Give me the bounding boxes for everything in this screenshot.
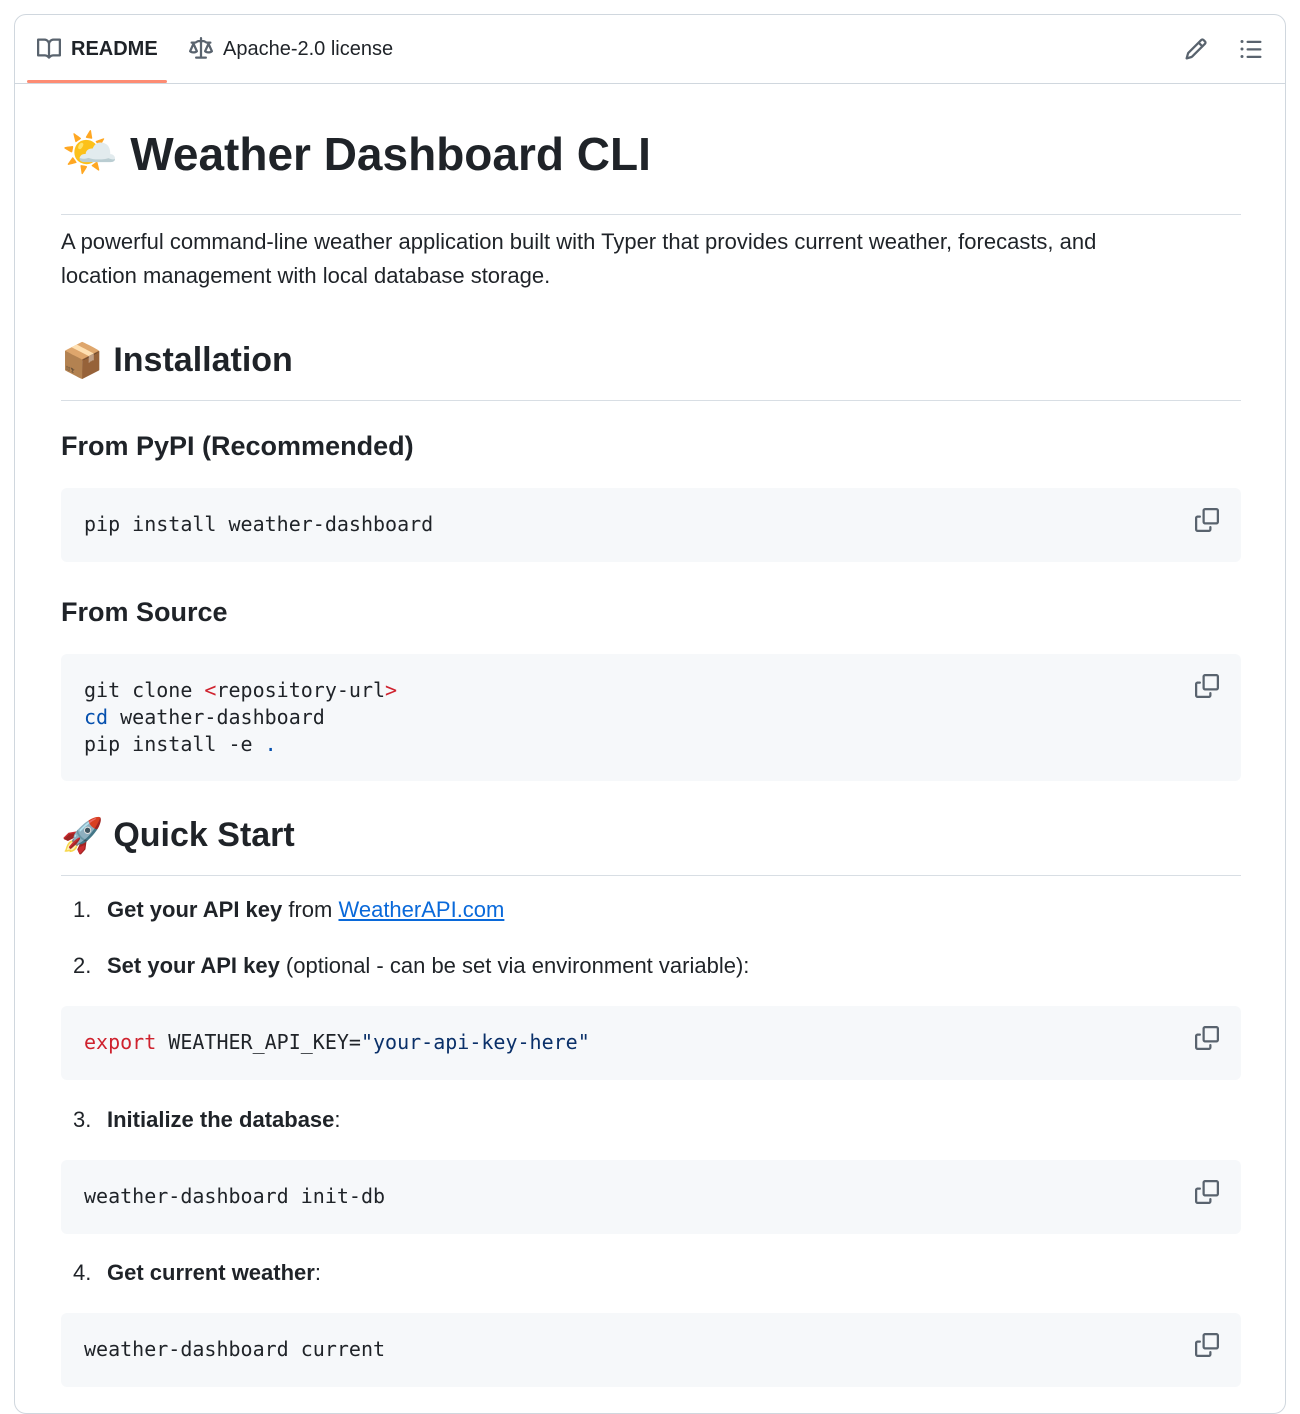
intro-line-1: A powerful command-line weather application built with Typer that provides current weather, forecasts, and xyxy=(61,229,1097,254)
source-heading: From Source xyxy=(61,597,228,627)
tab-readme-label: README xyxy=(71,37,158,60)
code-token: export xyxy=(84,1030,157,1054)
initdb-code-block xyxy=(61,1160,1241,1234)
list-icon xyxy=(1239,37,1263,61)
copy-button[interactable] xyxy=(1193,1024,1221,1052)
step-text: : xyxy=(334,1107,341,1132)
readme-panel xyxy=(14,14,1286,1414)
list-item xyxy=(73,949,749,983)
step-text: from xyxy=(282,897,339,922)
code-line: pip install weather-dashboard xyxy=(84,512,434,536)
list-number: 2. xyxy=(73,953,92,978)
copy-icon xyxy=(1195,1180,1219,1204)
code-token: WEATHER_API_KEY= xyxy=(156,1030,361,1054)
outline-button[interactable] xyxy=(1237,35,1265,63)
code-line: weather-dashboard init-db xyxy=(84,1184,386,1208)
code-token: weather-dashboard xyxy=(108,705,325,729)
code-line xyxy=(84,677,1241,704)
intro-paragraph xyxy=(61,225,1241,293)
code-line: weather-dashboard current xyxy=(84,1337,386,1361)
current-code-block xyxy=(61,1313,1241,1387)
intro-line-2: location management with local database storage. xyxy=(61,263,551,288)
code-line xyxy=(84,1029,1241,1056)
code-token: repository-url xyxy=(216,678,386,702)
code-token: cd xyxy=(84,705,109,729)
pypi-heading: From PyPI (Recommended) xyxy=(61,431,414,461)
pypi-code-block xyxy=(61,488,1241,562)
tab-license-label: Apache-2.0 license xyxy=(223,37,394,60)
step-bold: Get current weather xyxy=(107,1260,315,1285)
readme-tab-bar xyxy=(15,15,1285,84)
rocket-icon: 🚀 xyxy=(61,817,104,855)
code-line xyxy=(84,704,1241,731)
step-text: : xyxy=(314,1260,321,1285)
list-item xyxy=(73,1256,321,1290)
code-token: pip install -e xyxy=(84,732,265,756)
pencil-icon xyxy=(1184,37,1208,61)
code-line xyxy=(84,731,1241,758)
installation-heading xyxy=(61,341,1241,401)
copy-icon xyxy=(1195,674,1219,698)
copy-icon xyxy=(1195,1026,1219,1050)
quickstart-heading-text: Quick Start xyxy=(113,816,295,854)
tab-license[interactable] xyxy=(189,15,393,83)
page-title xyxy=(61,127,1241,215)
page-title-text: Weather Dashboard CLI xyxy=(130,128,651,180)
code-token: < xyxy=(204,678,217,702)
tab-readme[interactable] xyxy=(37,15,158,83)
step-text: (optional - can be set via environment variable): xyxy=(279,953,750,978)
copy-button[interactable] xyxy=(1193,672,1221,700)
copy-button[interactable] xyxy=(1193,506,1221,534)
step-bold: Initialize the database xyxy=(107,1107,335,1132)
export-code-block xyxy=(61,1006,1241,1080)
weatherapi-link[interactable]: WeatherAPI.com xyxy=(338,897,505,922)
code-token: "your-api-key-here" xyxy=(360,1030,590,1054)
installation-heading-text: Installation xyxy=(113,341,293,379)
active-tab-indicator xyxy=(27,80,167,83)
law-icon xyxy=(189,37,213,61)
package-icon: 📦 xyxy=(61,342,104,380)
edit-file-button[interactable] xyxy=(1182,35,1210,63)
book-icon xyxy=(37,37,61,61)
step-bold: Set your API key xyxy=(107,953,280,978)
step-bold: Get your API key xyxy=(107,897,283,922)
code-token: . xyxy=(264,732,277,756)
list-item xyxy=(73,1103,341,1137)
code-token: > xyxy=(385,678,398,702)
copy-icon xyxy=(1195,1333,1219,1357)
list-number: 1. xyxy=(73,897,92,922)
copy-icon xyxy=(1195,508,1219,532)
copy-button[interactable] xyxy=(1193,1331,1221,1359)
list-number: 3. xyxy=(73,1107,92,1132)
copy-button[interactable] xyxy=(1193,1178,1221,1206)
quickstart-heading xyxy=(61,816,1241,876)
source-code-block xyxy=(61,654,1241,781)
list-number: 4. xyxy=(73,1260,92,1285)
code-token: git clone xyxy=(84,678,205,702)
list-item xyxy=(73,893,504,927)
sun-cloud-icon: 🌤️ xyxy=(61,126,119,178)
